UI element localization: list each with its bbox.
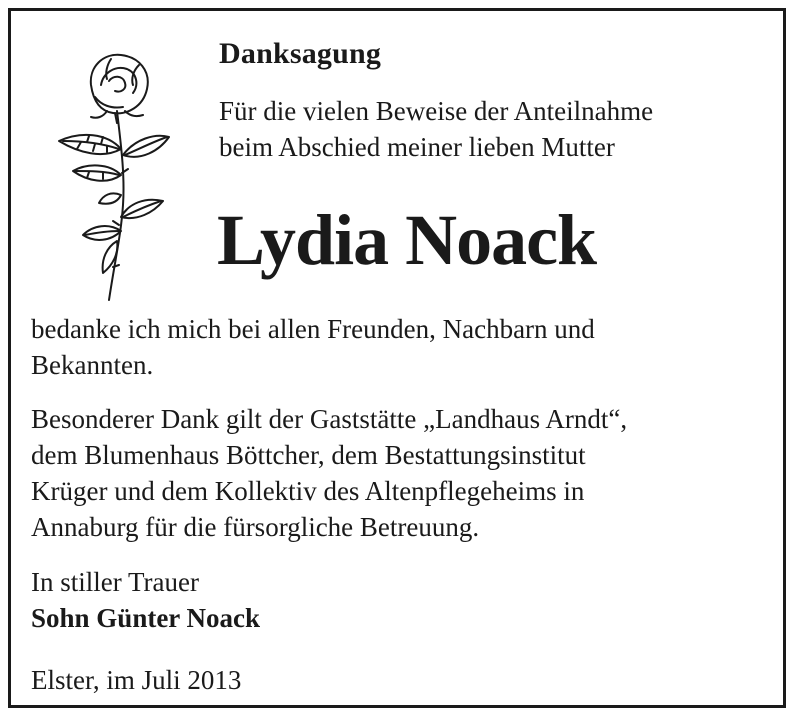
special-thanks-paragraph xyxy=(31,401,627,545)
heading-danksagung: Danksagung xyxy=(219,37,382,70)
deceased-name: Lydia Noack xyxy=(217,200,597,280)
paragraph-line: dem Blumenhaus Böttcher, dem Bestattungsinstitut xyxy=(31,440,586,470)
rose-icon xyxy=(51,45,175,303)
paragraph-line: Annaburg für die fürsorgliche Betreuung. xyxy=(31,512,480,542)
paragraph-line: bedanke ich mich bei allen Freunden, Nachbarn und xyxy=(31,314,595,344)
paragraph-line: Besonderer Dank gilt der Gaststätte „Landhaus Arndt“, xyxy=(31,404,628,434)
intro-text xyxy=(219,93,653,165)
mourning-signature xyxy=(31,564,260,636)
signatory-name: Sohn Günter Noack xyxy=(31,603,261,633)
thanks-paragraph xyxy=(31,311,595,383)
intro-line: beim Abschied meiner lieben Mutter xyxy=(219,132,615,162)
place-date: Elster, im Juli 2013 xyxy=(31,665,242,695)
paragraph-line: Bekannten. xyxy=(31,350,154,380)
mourning-line: In stiller Trauer xyxy=(31,567,199,597)
obituary-notice xyxy=(8,8,786,708)
intro-line: Für die vielen Beweise der Anteilnahme xyxy=(219,96,654,126)
paragraph-line: Krüger und dem Kollektiv des Altenpflegeheims in xyxy=(31,476,585,506)
